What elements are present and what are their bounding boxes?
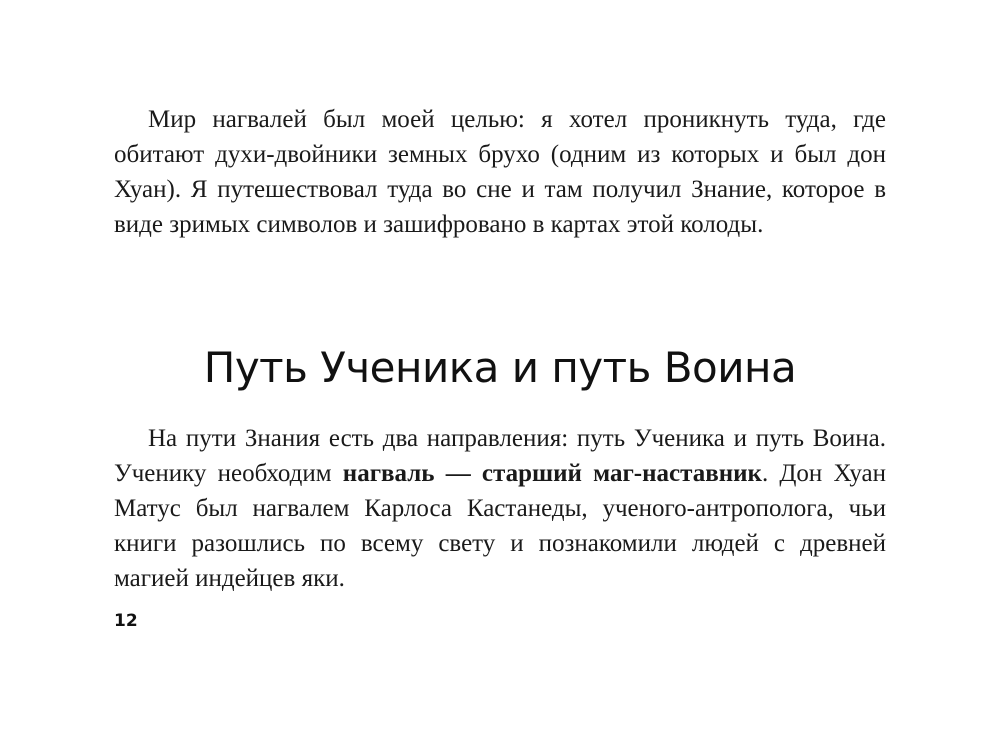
bold-term: нагваль — старший маг-наставник	[342, 460, 762, 487]
paragraph-text-start: На пути Знания есть два направления: путь Ученика и путь Воина. Ученику необходим	[114, 425, 886, 487]
page-number: 12	[114, 611, 138, 631]
section-heading: Путь Ученика и путь Воина	[203, 343, 797, 392]
paragraph-text-end: . Дон Хуан Матус был нагвалем Карлоса Кастанеды, ученого-антрополога, чьи книги разошлись по всему свету и познакомили людей с древней магией индейцев яки.	[114, 460, 887, 592]
intro-paragraph: Мир нагвалей был моей целью: я хотел проникнуть туда, где обитают духи-двойники земных брухо (одним из которых и был дон Хуан). Я путешествовал туда во сне и там получил Знание, которое в виде зримых символов и зашифровано в картах этой колоды.	[114, 106, 886, 238]
body-paragraph	[114, 421, 886, 596]
